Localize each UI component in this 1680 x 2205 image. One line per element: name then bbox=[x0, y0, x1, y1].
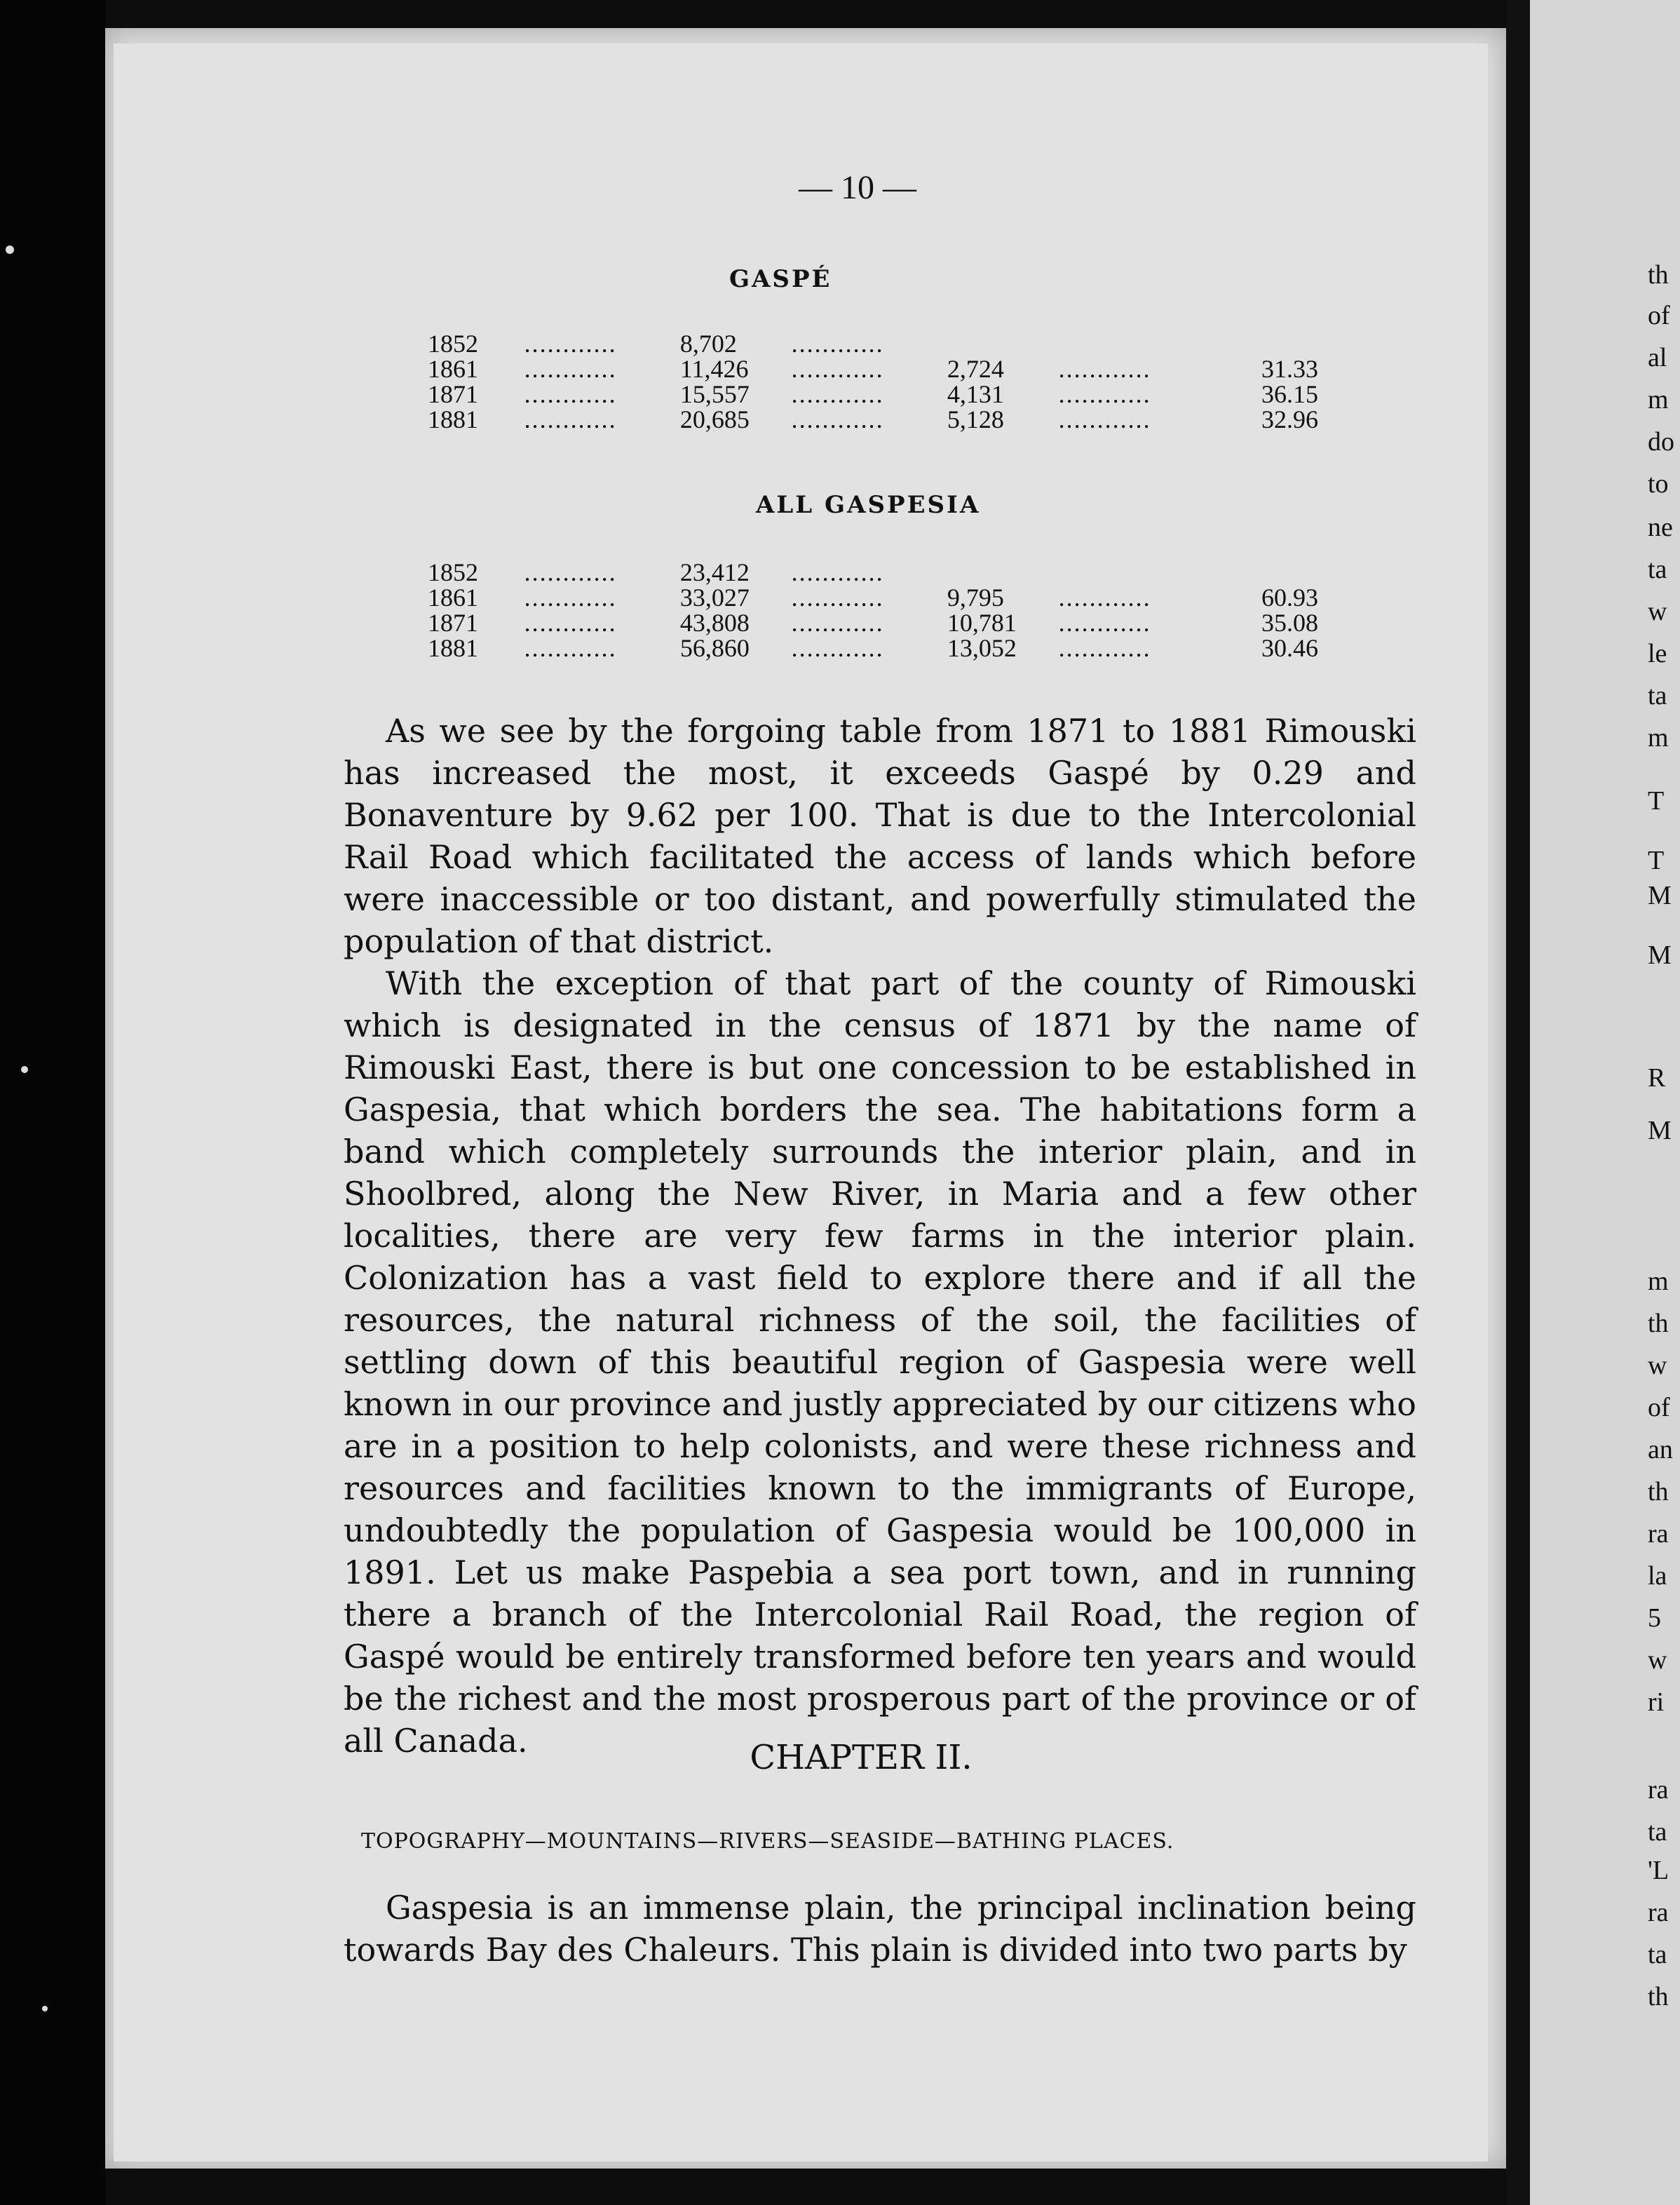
adjacent-page-fragment: M bbox=[1648, 1116, 1672, 1145]
census-increase-cell: 13,052 bbox=[947, 634, 1017, 662]
census-increase-cell bbox=[947, 560, 1059, 585]
adjacent-page-fragment: ra bbox=[1648, 1898, 1669, 1927]
census-dots3-cell: ............ bbox=[1058, 634, 1151, 662]
adjacent-page-fragment: la bbox=[1648, 1561, 1667, 1591]
census-row bbox=[428, 382, 1318, 407]
census-dots2-cell: ............ bbox=[791, 609, 884, 637]
census-percent-cell: 35.08 bbox=[1261, 609, 1318, 637]
census-year-cell: 1871 bbox=[428, 609, 478, 637]
census-year-cell: 1881 bbox=[428, 405, 478, 433]
scan-speck bbox=[6, 245, 14, 254]
census-year-cell: 1852 bbox=[428, 558, 478, 586]
chapter-subtitle: TOPOGRAPHY—MOUNTAINS—RIVERS—SEASIDE—BATHING PLACES. bbox=[361, 1829, 1174, 1854]
census-dots3-cell: ............ bbox=[1058, 405, 1151, 433]
census-population-cell: 11,426 bbox=[679, 355, 749, 383]
adjacent-page-fragment: ri bbox=[1648, 1687, 1665, 1717]
book-spine bbox=[1506, 0, 1530, 2205]
adjacent-page-fragment: M bbox=[1648, 881, 1672, 910]
scan-speck bbox=[42, 2006, 48, 2011]
scan-left-edge bbox=[0, 0, 105, 2205]
adjacent-page-fragment: th bbox=[1648, 1309, 1669, 1338]
census-dots1-cell: ............ bbox=[524, 355, 617, 383]
census-dots3-cell: ............ bbox=[1058, 609, 1151, 637]
census-dots1-cell: ............ bbox=[524, 609, 617, 637]
census-row bbox=[428, 331, 1318, 356]
census-population-cell: 15,557 bbox=[679, 380, 750, 408]
paragraph-gaspesia-plain: Gaspesia is an immense plain, the principal inclination being towards Bay des Chaleurs. This plain is divided into two parts by bbox=[344, 1889, 1416, 1969]
census-population-cell: 20,685 bbox=[679, 405, 750, 433]
census-increase-cell: 9,795 bbox=[947, 584, 1004, 612]
adjacent-page-fragment: an bbox=[1648, 1435, 1673, 1464]
census-dots2-cell: ............ bbox=[791, 380, 884, 408]
adjacent-page-edge bbox=[1530, 0, 1680, 2205]
paragraph-rimouski-increase: As we see by the forgoing table from 1871 to 1881 Rimouski has increased the most, it exceeds Gaspé by 0.29 and Bonaventure by 9.62 per 100. That is due to the Intercolonial Rail Road which facilitated the access of lands which before were inaccessible or too distant, and powerfully stimulated the population of that district. bbox=[344, 712, 1416, 960]
census-percent-cell: 60.93 bbox=[1261, 584, 1318, 612]
census-year-cell: 1871 bbox=[428, 380, 478, 408]
census-dots2-cell: ............ bbox=[791, 405, 884, 433]
census-percent-cell: 32.96 bbox=[1261, 405, 1318, 433]
census-year-cell: 1861 bbox=[428, 355, 478, 383]
adjacent-page-fragment: th bbox=[1648, 1477, 1669, 1506]
census-row bbox=[428, 356, 1318, 382]
adjacent-page-fragment: ta bbox=[1648, 555, 1667, 584]
adjacent-page-fragment: al bbox=[1648, 343, 1667, 372]
adjacent-page-fragment: T bbox=[1648, 786, 1665, 816]
all-gaspesia-heading: ALL GASPESIA bbox=[756, 491, 981, 519]
census-increase-cell: 10,781 bbox=[947, 609, 1017, 637]
census-dots1-cell: ............ bbox=[524, 558, 617, 586]
adjacent-page-fragment: ne bbox=[1648, 513, 1673, 542]
adjacent-page-fragment: le bbox=[1648, 639, 1667, 668]
adjacent-page-fragment: m bbox=[1648, 723, 1669, 753]
census-dots3-cell bbox=[1059, 560, 1214, 585]
page-number: — 10 — bbox=[799, 169, 916, 206]
census-row bbox=[428, 560, 1318, 585]
census-row bbox=[428, 585, 1318, 610]
adjacent-page-fragment: of bbox=[1648, 301, 1670, 330]
gaspe-census-table bbox=[428, 331, 1318, 432]
adjacent-page-fragment: m bbox=[1648, 1267, 1669, 1296]
census-year-cell: 1861 bbox=[428, 584, 478, 612]
census-dots2-cell: ............ bbox=[791, 558, 884, 586]
census-dots1-cell: ............ bbox=[524, 584, 617, 612]
census-percent-cell bbox=[1214, 560, 1318, 585]
adjacent-page-fragment: m bbox=[1648, 385, 1669, 414]
gaspe-heading: GASPÉ bbox=[729, 265, 832, 293]
census-increase-cell: 5,128 bbox=[947, 405, 1004, 433]
census-increase-cell bbox=[947, 331, 1059, 356]
census-percent-cell: 30.46 bbox=[1261, 634, 1318, 662]
adjacent-page-fragment: w bbox=[1648, 597, 1667, 626]
census-dots2-cell: ............ bbox=[791, 330, 884, 358]
body-text bbox=[344, 710, 1416, 1762]
census-dots1-cell: ............ bbox=[524, 634, 617, 662]
census-row bbox=[428, 610, 1318, 635]
census-population-cell: 8,702 bbox=[679, 330, 737, 358]
census-percent-cell: 36.15 bbox=[1261, 380, 1318, 408]
adjacent-page-fragment: ra bbox=[1648, 1519, 1669, 1549]
census-dots3-cell: ............ bbox=[1058, 380, 1151, 408]
adjacent-page-fragment: of bbox=[1648, 1393, 1670, 1422]
chapter-title: CHAPTER II. bbox=[750, 1738, 973, 1777]
scan-speck bbox=[21, 1066, 28, 1073]
census-row bbox=[428, 407, 1318, 432]
census-year-cell: 1881 bbox=[428, 634, 478, 662]
adjacent-page-fragment: ta bbox=[1648, 1817, 1667, 1847]
census-dots2-cell: ............ bbox=[791, 584, 884, 612]
adjacent-page-fragment: w bbox=[1648, 1351, 1667, 1380]
adjacent-page-fragment: ra bbox=[1648, 1775, 1669, 1805]
chapter-body-text bbox=[344, 1887, 1416, 1971]
census-dots1-cell: ............ bbox=[524, 330, 617, 358]
census-row bbox=[428, 635, 1318, 661]
adjacent-page-fragment: do bbox=[1648, 427, 1674, 457]
adjacent-page-fragment: ta bbox=[1648, 681, 1667, 710]
adjacent-page-fragment: M bbox=[1648, 940, 1672, 970]
adjacent-page-fragment: th bbox=[1648, 260, 1669, 290]
census-population-cell: 33,027 bbox=[679, 584, 750, 612]
census-dots1-cell: ............ bbox=[524, 405, 617, 433]
census-dots1-cell: ............ bbox=[524, 380, 617, 408]
census-population-cell: 56,860 bbox=[679, 634, 750, 662]
census-dots2-cell: ............ bbox=[791, 355, 884, 383]
adjacent-page-fragment: R bbox=[1648, 1063, 1666, 1093]
census-dots3-cell: ............ bbox=[1058, 584, 1151, 612]
census-year-cell: 1852 bbox=[428, 330, 478, 358]
census-percent-cell bbox=[1214, 331, 1318, 356]
paragraph-colonization: With the exception of that part of the county of Rimouski which is designated in the census of 1871 by the name of Rimouski East, there is but one concession to be established in Gaspesia, that which borders the sea. The habitations form a band which completely surrounds the interior plain, and in Shoolbred, along the New River, in Maria and a few other localities, there are very few farms in the interior plain. Colonization has a vast field to explore there and if all the resources, the natural richness of the soil, the facilities of settling down of this beautiful region of Gaspesia were well known in our province and justly appreciated by our citizens who are in a position to help colonists, and were these richness and resources and facilities known to the immigrants of Europe, undoubtedly the population of Gaspesia would be 100,000 in 1891. Let us make Paspebia a sea port town, and in running there a branch of the Intercolonial Rail Road, the region of Gaspé would be entirely transformed before ten years and would be the richest and the most prosperous part of the province or of all Canada. bbox=[344, 964, 1416, 1760]
census-population-cell: 23,412 bbox=[679, 558, 750, 586]
adjacent-page-fragment: 5 bbox=[1648, 1603, 1661, 1633]
adjacent-page-fragment: to bbox=[1648, 469, 1669, 499]
adjacent-page-fragment: 'L bbox=[1648, 1856, 1669, 1885]
census-dots2-cell: ............ bbox=[791, 634, 884, 662]
adjacent-page-fragment: th bbox=[1648, 1982, 1669, 2011]
census-increase-cell: 4,131 bbox=[947, 380, 1004, 408]
census-dots3-cell bbox=[1059, 331, 1214, 356]
adjacent-page-fragment: ta bbox=[1648, 1940, 1667, 1969]
census-population-cell: 43,808 bbox=[679, 609, 750, 637]
adjacent-page-fragment: w bbox=[1648, 1645, 1667, 1675]
all-gaspesia-census-table bbox=[428, 560, 1318, 661]
census-dots3-cell: ............ bbox=[1058, 355, 1151, 383]
adjacent-page-fragment: T bbox=[1648, 846, 1665, 875]
census-increase-cell: 2,724 bbox=[947, 355, 1004, 383]
census-percent-cell: 31.33 bbox=[1261, 355, 1318, 383]
